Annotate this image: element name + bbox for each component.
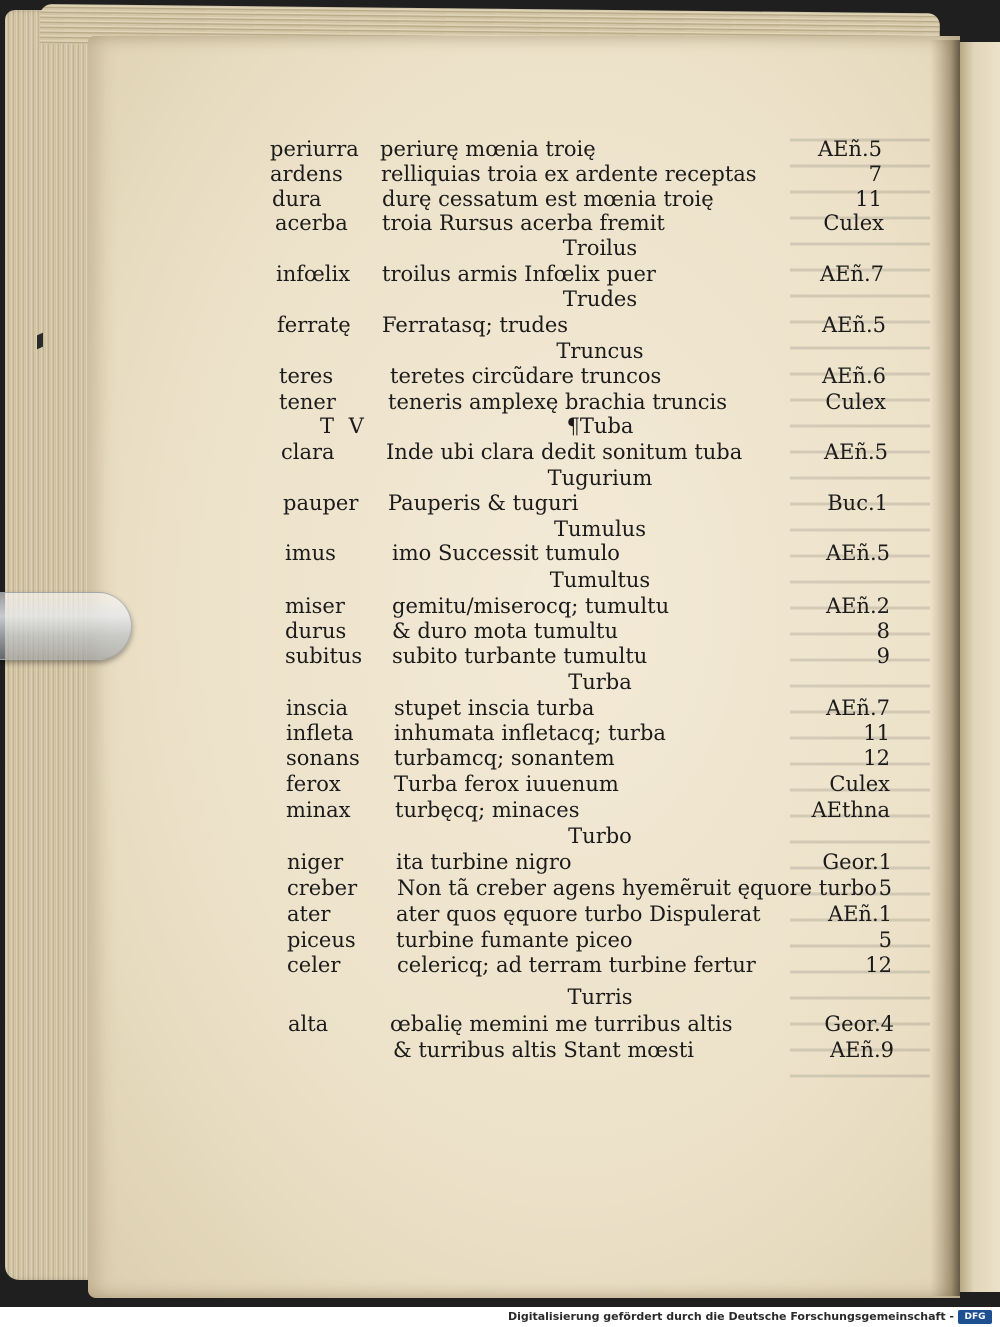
entry-epithet: acerba bbox=[275, 211, 348, 235]
entry-reference: Culex bbox=[825, 390, 886, 414]
section-heading: ¶Tuba bbox=[566, 414, 634, 438]
entry-quotation: periurę mœnia troię bbox=[380, 137, 596, 161]
entry-reference: Geor.1 bbox=[822, 850, 892, 874]
entry-quotation: Turba ferox iuuenum bbox=[394, 772, 619, 796]
entry-quotation: ater quos ęquore turbo Dispulerat bbox=[396, 902, 761, 926]
entry-quotation: teretes circũdare truncos bbox=[390, 364, 662, 388]
entry-epithet: subitus bbox=[285, 644, 363, 668]
entry-reference: AEñ.5 bbox=[825, 541, 890, 565]
section-heading: Tugurium bbox=[547, 466, 653, 490]
entry-reference: Culex bbox=[829, 772, 890, 796]
entry-epithet: clara bbox=[281, 440, 335, 464]
dfg-logo: DFG bbox=[958, 1310, 992, 1324]
entry-reference: AEñ.2 bbox=[825, 594, 890, 618]
entry-epithet: infleta bbox=[286, 721, 354, 745]
entry-reference: 7 bbox=[868, 162, 882, 186]
entry-quotation: stupet inscia turba bbox=[394, 696, 595, 720]
entry-reference: AEñ.5 bbox=[817, 137, 882, 161]
entry-reference: AEñ.5 bbox=[821, 313, 886, 337]
entry-epithet: tener bbox=[279, 390, 336, 414]
entry-reference: AEñ.5 bbox=[823, 440, 888, 464]
entry-epithet: sonans bbox=[286, 746, 360, 770]
entry-epithet: ferox bbox=[286, 772, 341, 796]
footer-bar bbox=[0, 1307, 1000, 1327]
section-heading: Troilus bbox=[562, 236, 638, 260]
entry-quotation: turbęcq; minaces bbox=[395, 798, 580, 822]
entry-quotation: subito turbante tumultu bbox=[392, 644, 648, 668]
section-heading: Tumultus bbox=[549, 568, 651, 592]
entry-quotation: celericq; ad terram turbine fertur bbox=[397, 953, 756, 977]
entry-reference: 5 bbox=[878, 928, 892, 952]
entry-quotation: troilus armis Infœlix puer bbox=[382, 262, 656, 286]
entry-quotation: durę cessatum est mœnia troię bbox=[382, 187, 714, 211]
entry-reference: AEñ.6 bbox=[821, 364, 886, 388]
entry-epithet: inscia bbox=[286, 696, 349, 720]
entry-epithet: minax bbox=[286, 798, 351, 822]
entry-reference: Geor.4 bbox=[824, 1012, 894, 1036]
book-gutter bbox=[930, 40, 960, 1296]
entry-epithet: infœlix bbox=[276, 262, 351, 286]
entry-reference: 12 bbox=[863, 746, 890, 770]
entry-reference: AEthna bbox=[811, 798, 890, 822]
facing-page-edge bbox=[960, 42, 1000, 1292]
entry-quotation: & turribus altis Stant mœsti bbox=[393, 1038, 694, 1062]
entry-epithet: miser bbox=[285, 594, 345, 618]
entry-reference: 5 bbox=[878, 876, 892, 900]
entry-reference: AEñ.7 bbox=[819, 262, 884, 286]
entry-epithet: ater bbox=[287, 902, 331, 926]
entry-quotation: gemitu/miserocq; tumultu bbox=[392, 594, 670, 618]
section-heading: Tumulus bbox=[554, 517, 646, 541]
entry-quotation: Ferratasq; trudes bbox=[382, 313, 569, 337]
glass-clamp bbox=[0, 592, 132, 660]
entry-quotation: turbine fumante piceo bbox=[396, 928, 633, 952]
entry-epithet: celer bbox=[287, 953, 341, 977]
entry-quotation: Non tã creber agens hyemẽruit ęquore turbo bbox=[397, 876, 877, 900]
entry-quotation: Pauperis & tuguri bbox=[388, 491, 579, 515]
entry-epithet: imus bbox=[285, 541, 336, 565]
entry-quotation: œbalię memini me turribus altis bbox=[390, 1012, 733, 1036]
entry-epithet: pauper bbox=[283, 491, 359, 515]
entry-quotation: troia Rursus acerba fremit bbox=[382, 211, 665, 235]
entry-reference: 9 bbox=[876, 644, 890, 668]
entry-epithet: creber bbox=[287, 876, 358, 900]
section-heading: Turba bbox=[568, 670, 632, 694]
section-heading: Turbo bbox=[568, 824, 632, 848]
entry-reference: Culex bbox=[823, 211, 884, 235]
margin-mark bbox=[37, 333, 43, 350]
entry-reference: 8 bbox=[876, 619, 890, 643]
letter-section-marker: T V bbox=[320, 414, 368, 438]
entry-quotation: imo Successit tumulo bbox=[392, 541, 620, 565]
entry-quotation: ita turbine nigro bbox=[396, 850, 572, 874]
entry-quotation: inhumata infletacq; turba bbox=[394, 721, 666, 745]
section-heading: Turris bbox=[567, 985, 633, 1009]
section-heading: Trudes bbox=[562, 287, 638, 311]
funding-note: Digitalisierung gefördert durch die Deutsche Forschungsgemeinschaft - bbox=[507, 1310, 954, 1323]
entry-epithet: niger bbox=[287, 850, 344, 874]
entry-quotation: teneris amplexę brachia truncis bbox=[388, 390, 727, 414]
entry-epithet: teres bbox=[279, 364, 334, 388]
entry-quotation: turbamcq; sonantem bbox=[394, 746, 615, 770]
entry-epithet: alta bbox=[288, 1012, 329, 1036]
section-heading: Truncus bbox=[556, 339, 644, 363]
entry-reference: 11 bbox=[863, 721, 890, 745]
entry-quotation: & duro mota tumultu bbox=[392, 619, 618, 643]
entry-reference: 12 bbox=[865, 953, 892, 977]
entry-reference: AEñ.7 bbox=[825, 696, 890, 720]
entry-epithet: dura bbox=[272, 187, 322, 211]
entry-reference: 11 bbox=[855, 187, 882, 211]
entry-reference: Buc.1 bbox=[827, 491, 888, 515]
entry-epithet: ardens bbox=[270, 162, 343, 186]
entry-reference: AEñ.1 bbox=[827, 902, 892, 926]
entry-epithet: durus bbox=[285, 619, 347, 643]
entry-reference: AEñ.9 bbox=[829, 1038, 894, 1062]
entry-epithet: periurra bbox=[270, 137, 359, 161]
entry-quotation: relliquias troia ex ardente receptas bbox=[381, 162, 757, 186]
entry-epithet: piceus bbox=[287, 928, 356, 952]
entry-epithet: ferratę bbox=[277, 313, 351, 337]
entry-quotation: Inde ubi clara dedit sonitum tuba bbox=[386, 440, 743, 464]
